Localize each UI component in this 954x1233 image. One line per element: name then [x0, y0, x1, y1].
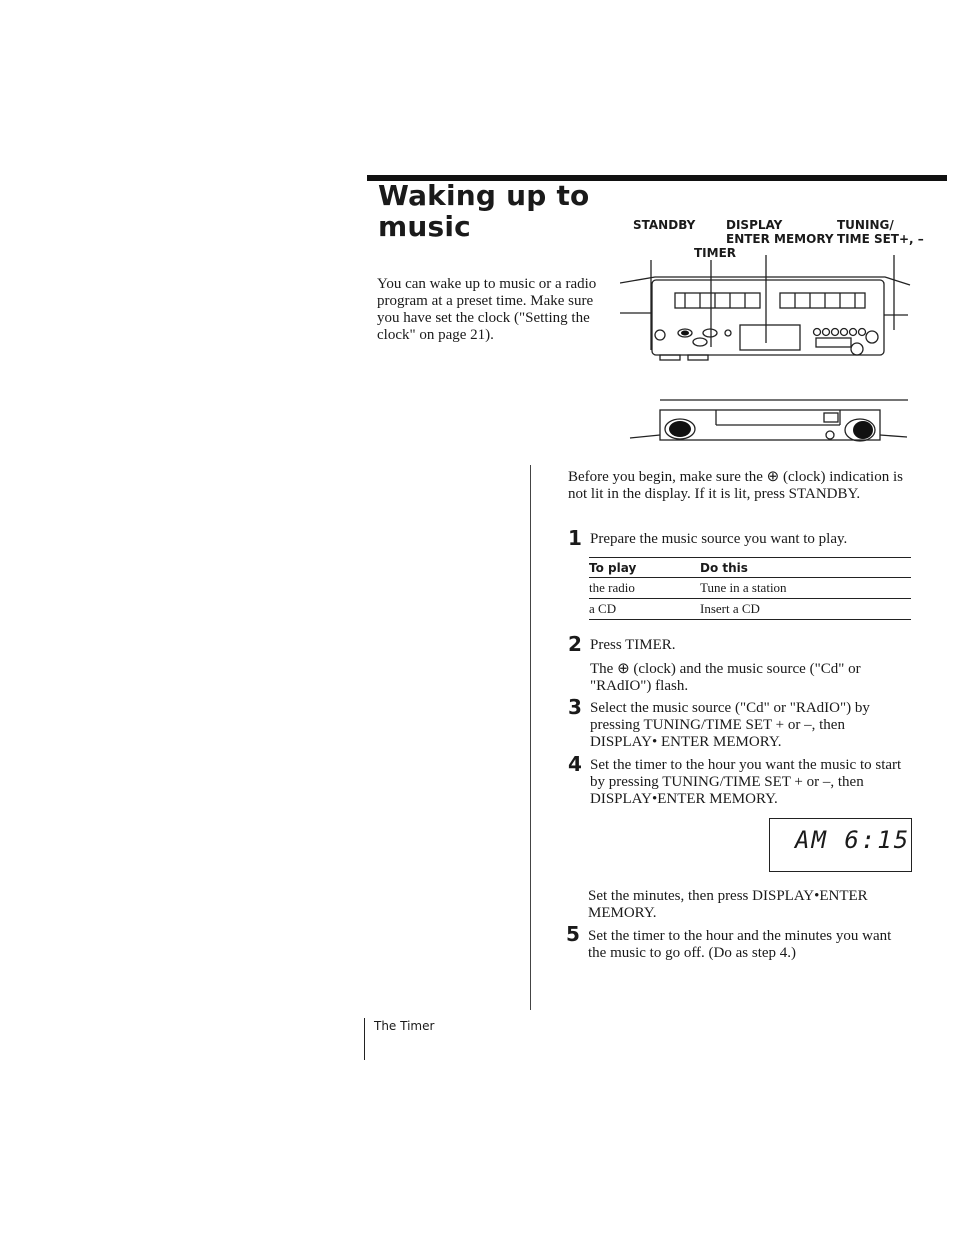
footer-section: The Timer [374, 1019, 435, 1033]
footer-bar [364, 1018, 365, 1060]
table-row [589, 599, 911, 620]
page-title: Waking up to music [378, 179, 590, 243]
table-cell: a CD [589, 599, 700, 620]
step-4-text: Set the timer to the hour you want the music to start by pressing TUNING/TIME SET + or –, then DISPLAY•ENTER MEMORY. [590, 757, 902, 807]
step-2-text: Press TIMER. [590, 637, 676, 653]
label-timer: TIMER [694, 246, 737, 260]
source-table [589, 557, 911, 620]
step-5-text: Set the timer to the hour and the minutes you want the music to go off. (Do as step 4.) [588, 928, 892, 961]
column-rule [530, 465, 531, 1010]
radio-diagram [620, 255, 920, 455]
table-header: To play [589, 558, 700, 578]
label-standby: STANDBY [633, 218, 696, 232]
intro-paragraph: You can wake up to music or a radio program at a preset time. Make sure you have set the clock ("Setting the clock" on page 21). [377, 276, 597, 343]
step-2-note: The ⊕ (clock) and the music source ("Cd" or "RAdIO") flash. [590, 661, 861, 694]
label-time-set: TIME SET+, – [837, 232, 924, 246]
lcd-readout: AM 6:15 [795, 826, 911, 854]
step-5-number: 5 [566, 922, 580, 946]
table-cell: Tune in a station [700, 578, 911, 599]
table-header-row [589, 558, 911, 578]
minutes-text: Set the minutes, then press DISPLAY•ENTER MEMORY. [588, 888, 868, 921]
table-header: Do this [700, 558, 911, 578]
step-1-text: Prepare the music source you want to play. [590, 531, 848, 547]
label-enter-memory: ENTER MEMORY [726, 232, 834, 246]
table-cell: the radio [589, 578, 700, 599]
step-3-number: 3 [568, 695, 582, 719]
before-you-begin: Before you begin, make sure the ⊕ (clock) indication is not lit in the display. If it is lit, press STANDBY. [568, 469, 903, 502]
label-tuning: TUNING/ [837, 218, 894, 232]
table-row [589, 578, 911, 599]
table-cell: Insert a CD [700, 599, 911, 620]
step-2-number: 2 [568, 632, 582, 656]
label-display: DISPLAY [726, 218, 783, 232]
step-4-number: 4 [568, 752, 582, 776]
step-1-number: 1 [568, 526, 582, 550]
step-3-text: Select the music source ("Cd" or "RAdIO") by pressing TUNING/TIME SET + or –, then DISPLAY• ENTER MEMORY. [590, 700, 870, 750]
